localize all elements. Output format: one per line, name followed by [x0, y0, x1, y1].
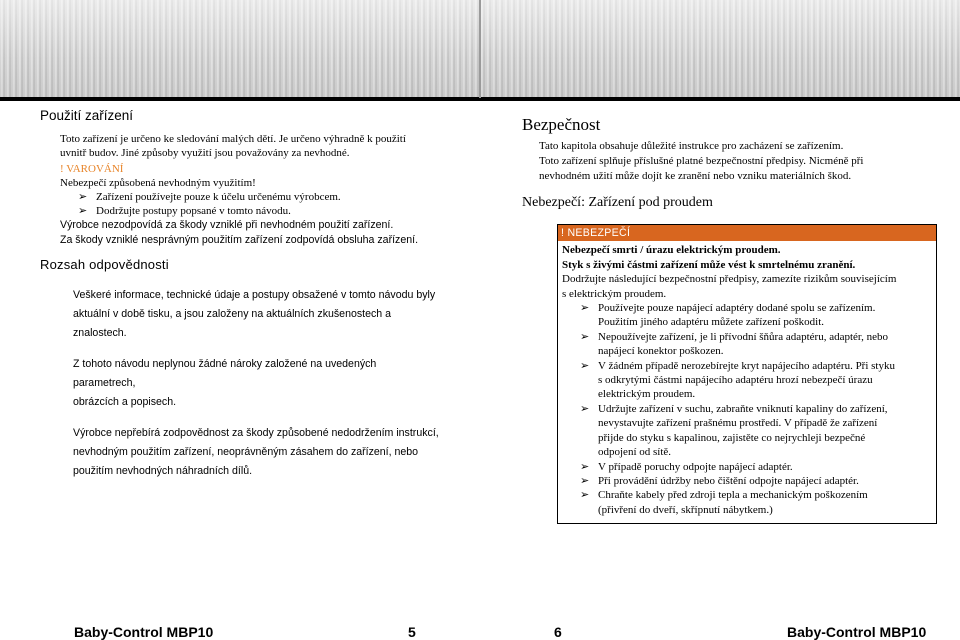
safety-intro-line-2: Toto zařízení splňuje příslušné platné bezpečnostní předpisy. Nicméně při	[539, 155, 864, 167]
after-line-1: Výrobce nezodpovídá za škody vzniklé při nevhodném použití zařízení.	[60, 219, 394, 231]
danger-bullet: ➢ Udržujte zařízení v suchu, zabraňte vniknutí kapaliny do zařízení, nevystavujte zařízení prašnému prostředí. V případě že zařízení přijde do styku s kapalinou, zajistěte co nejrychleji bezpečné odpojení od sítě.	[580, 402, 888, 459]
bullet-arrow-icon: ➢	[580, 330, 590, 343]
bullet-arrow-icon: ➢	[580, 489, 590, 502]
warning-label: ! VAROVÁNÍ	[60, 163, 124, 175]
bullet-arrow-icon: ➢	[78, 191, 88, 203]
bullet-arrow-icon: ➢	[580, 359, 590, 372]
warning-bullet: ➢ Zařízení používejte pouze k účelu určenému výrobcem.	[78, 191, 341, 203]
safety-intro-line-1: Tato kapitola obsahuje důležité instrukce pro zacházení se zařízením.	[539, 140, 844, 152]
danger-bullet: ➢ Při provádění údržby nebo čištění odpojte napájecí adaptér.	[580, 474, 859, 487]
danger-intro-line-2: s elektrickým proudem.	[562, 287, 667, 300]
danger-bold-line-1: Nebezpečí smrti / úrazu elektrickým proudem.	[562, 244, 781, 257]
danger-bold-line-2: Styk s živými částmi zařízení může vést k smrtelnému zranění.	[562, 258, 856, 271]
section-title-electric: Nebezpečí: Zařízení pod proudem	[522, 195, 713, 210]
liability-para-3-line-2: nevhodným použitím zařízení, neoprávněným zásahem do zařízení, nebo	[73, 446, 419, 458]
danger-bullet: ➢ Nepoužívejte zařízení, je li přívodní šňůra adaptéru, adaptér, nebo napájecí konektor poškozen.	[580, 330, 889, 358]
danger-bullet: ➢ Používejte pouze napájecí adaptéry dodané spolu se zařízením. Použitím jiného adaptéru můžete zařízení poškodit.	[580, 302, 876, 329]
footer-page-number-right: 6	[554, 624, 562, 640]
liability-para-1-line-2: aktuální v době tisku, a jsou založeny na aktuálních zkušenostech a znalostech.	[73, 308, 392, 339]
usage-intro-line-2: uvnitř budov. Jiné způsoby využití jsou považovány za nevhodné.	[60, 147, 350, 159]
danger-bullet: ➢ V žádném případě nerozebírejte kryt napájecího adaptéru. Při styku s odkrytými částmi napájecího adaptéru hrozí nebezpečí úrazu elektrickým proudem.	[580, 359, 895, 401]
danger-bullet: ➢ V případě poruchy odpojte napájecí adaptér.	[580, 460, 793, 473]
footer-brand-right: Baby-Control MBP10	[787, 624, 927, 640]
liability-para-2-line-2: obrázcích a popisech.	[73, 396, 177, 408]
danger-box	[557, 224, 937, 524]
page-divider	[479, 0, 481, 98]
liability-para-3-line-3: použitím nevhodných náhradních dílů.	[73, 465, 253, 477]
bullet-arrow-icon: ➢	[580, 302, 590, 315]
liability-para-3-line-1: Výrobce nepřebírá zodpovědnost za škody způsobené nedodržením instrukcí,	[73, 427, 439, 439]
bullet-arrow-icon: ➢	[78, 205, 88, 217]
danger-label: ! NEBEZPEČÍ	[558, 225, 936, 241]
danger-bullet: ➢ Chraňte kabely před zdroji tepla a mechanickým poškozením (přivření do dveří, skřípnutí nábytkem.)	[580, 489, 868, 516]
header-texture	[0, 0, 960, 98]
section-title-liability: Rozsah odpovědnosti	[40, 257, 169, 272]
usage-intro-line-1: Toto zařízení je určeno ke sledování malých dětí. Je určeno výhradně k použití	[60, 133, 406, 145]
bullet-arrow-icon: ➢	[580, 460, 590, 473]
section-title-usage: Použití zařízení	[40, 108, 134, 123]
bullet-arrow-icon: ➢	[580, 474, 590, 487]
left-page	[40, 108, 440, 481]
safety-intro-line-3: nevhodném užití může dojít ke zranění nebo vzniku materiálních škod.	[539, 170, 852, 182]
warning-bullet: ➢ Dodržujte postupy popsané v tomto návodu.	[78, 205, 291, 217]
footer-page-number-left: 5	[408, 624, 416, 640]
right-page	[522, 115, 922, 524]
bullet-arrow-icon: ➢	[580, 402, 590, 415]
after-line-2: Za škody vzniklé nesprávným použitím zařízení zodpovídá obsluha zařízení.	[60, 234, 419, 246]
warning-heading: Nebezpečí způsobená nevhodným využitím!	[60, 177, 256, 189]
liability-para-2-line-1: Z tohoto návodu neplynou žádné nároky založené na uvedených parametrech,	[73, 358, 377, 389]
danger-intro-line-1: Dodržujte následující bezpečnostní předpisy, zamezíte rizikům souvisejícím	[562, 273, 897, 286]
section-title-safety: Bezpečnost	[522, 115, 601, 134]
liability-para-1-line-1: Veškeré informace, technické údaje a postupy obsažené v tomto návodu byly	[73, 289, 436, 301]
footer-brand-left: Baby-Control MBP10	[74, 624, 214, 640]
